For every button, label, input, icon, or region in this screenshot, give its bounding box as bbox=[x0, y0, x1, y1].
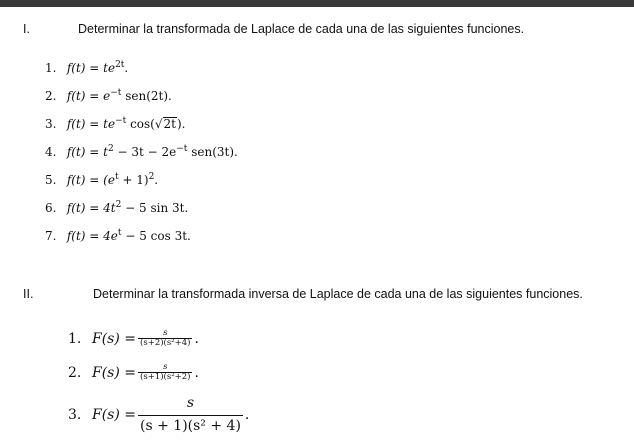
exponent: 2 bbox=[148, 172, 155, 182]
top-bar bbox=[0, 0, 634, 7]
problem-tail: ). bbox=[176, 117, 186, 131]
problem-mid: + 1) bbox=[118, 173, 149, 187]
problem-number: 1. bbox=[45, 61, 57, 75]
problem-lhs: f(t) = bbox=[66, 61, 104, 75]
problem-tail: . bbox=[244, 407, 250, 423]
problem-number: 2. bbox=[68, 365, 82, 381]
sqrt-sign: √ bbox=[154, 117, 163, 131]
problem-lhs: f(t) = bbox=[66, 229, 104, 243]
problem-tail: . bbox=[194, 331, 199, 347]
problem-expr: te bbox=[103, 61, 116, 75]
problem-lhs: f(t) = bbox=[66, 145, 104, 159]
problem-tail: sen(2t). bbox=[121, 89, 172, 103]
fraction bbox=[138, 363, 192, 383]
problem-mid: − 3t − 2e bbox=[113, 145, 177, 159]
fraction bbox=[138, 396, 243, 433]
problem-number: 3. bbox=[45, 117, 57, 131]
problem-number: 5. bbox=[45, 173, 57, 187]
problem-tail: . bbox=[194, 365, 199, 381]
numerator: s bbox=[186, 395, 195, 412]
problem-number: 4. bbox=[45, 145, 57, 159]
problem-number: 1. bbox=[68, 331, 82, 347]
numerator: s bbox=[163, 327, 168, 338]
problem-number: 2. bbox=[45, 89, 57, 103]
section-1-numeral: I. bbox=[23, 22, 30, 36]
denominator: (s + 1)(s² + 4) bbox=[138, 415, 243, 434]
problem-mid: cos( bbox=[126, 117, 155, 131]
section-1-heading: Determinar la transformada de Laplace de cada una de las siguientes funciones. bbox=[78, 22, 525, 36]
denominator: (s+1)(s²+2) bbox=[140, 372, 191, 383]
problem-tail: sen(3t). bbox=[187, 145, 238, 159]
problem-lhs: f(t) = bbox=[66, 201, 104, 215]
exponent: t bbox=[117, 228, 122, 238]
problem-tail: − 5 cos 3t. bbox=[121, 229, 191, 243]
exponent: −t bbox=[176, 144, 188, 154]
problem-lhs: f(t) = bbox=[66, 117, 104, 131]
sqrt-radicand: 2t bbox=[163, 117, 176, 131]
problem-tail: . bbox=[154, 173, 159, 187]
problem-lhs: f(t) = bbox=[66, 89, 104, 103]
section-2-numeral: II. bbox=[23, 287, 34, 301]
numerator: s bbox=[163, 361, 168, 372]
problem-1-6 bbox=[45, 201, 188, 215]
exponent: t bbox=[114, 172, 119, 182]
problem-lhs: F(s) = bbox=[92, 331, 137, 347]
exponent: 2 bbox=[107, 144, 114, 154]
problem-expr: 4t bbox=[103, 201, 116, 215]
problem-lhs: F(s) = bbox=[92, 407, 137, 423]
exponent: 2t bbox=[115, 60, 125, 70]
problem-2-2 bbox=[68, 357, 199, 389]
problem-expr: e bbox=[103, 89, 111, 103]
problem-expr: 4e bbox=[103, 229, 118, 243]
exponent: 2 bbox=[115, 200, 122, 210]
problem-number: 3. bbox=[68, 407, 82, 423]
problem-1-3 bbox=[45, 117, 185, 131]
exponent: −t bbox=[115, 116, 127, 126]
fraction bbox=[138, 329, 192, 349]
problem-1-1 bbox=[45, 61, 128, 75]
problem-1-5 bbox=[45, 173, 158, 187]
problem-1-2 bbox=[45, 89, 172, 103]
problem-2-3 bbox=[68, 393, 249, 437]
problem-tail: − 5 sin 3t. bbox=[121, 201, 189, 215]
problem-number: 6. bbox=[45, 201, 57, 215]
section-2-heading: Determinar la transformada inversa de Laplace de cada una de las siguientes funciones. bbox=[93, 287, 583, 301]
problem-expr: (e bbox=[103, 173, 115, 187]
problem-1-4 bbox=[45, 145, 238, 159]
problem-expr: t bbox=[103, 145, 108, 159]
exponent: −t bbox=[110, 88, 122, 98]
denominator: (s+2)(s²+4) bbox=[140, 338, 191, 349]
problem-1-7 bbox=[45, 229, 191, 243]
problem-2-1 bbox=[68, 323, 199, 355]
problem-expr: te bbox=[103, 117, 116, 131]
problem-tail: . bbox=[124, 61, 129, 75]
problem-lhs: f(t) = bbox=[66, 173, 104, 187]
problem-number: 7. bbox=[45, 229, 57, 243]
problem-lhs: F(s) = bbox=[92, 365, 137, 381]
